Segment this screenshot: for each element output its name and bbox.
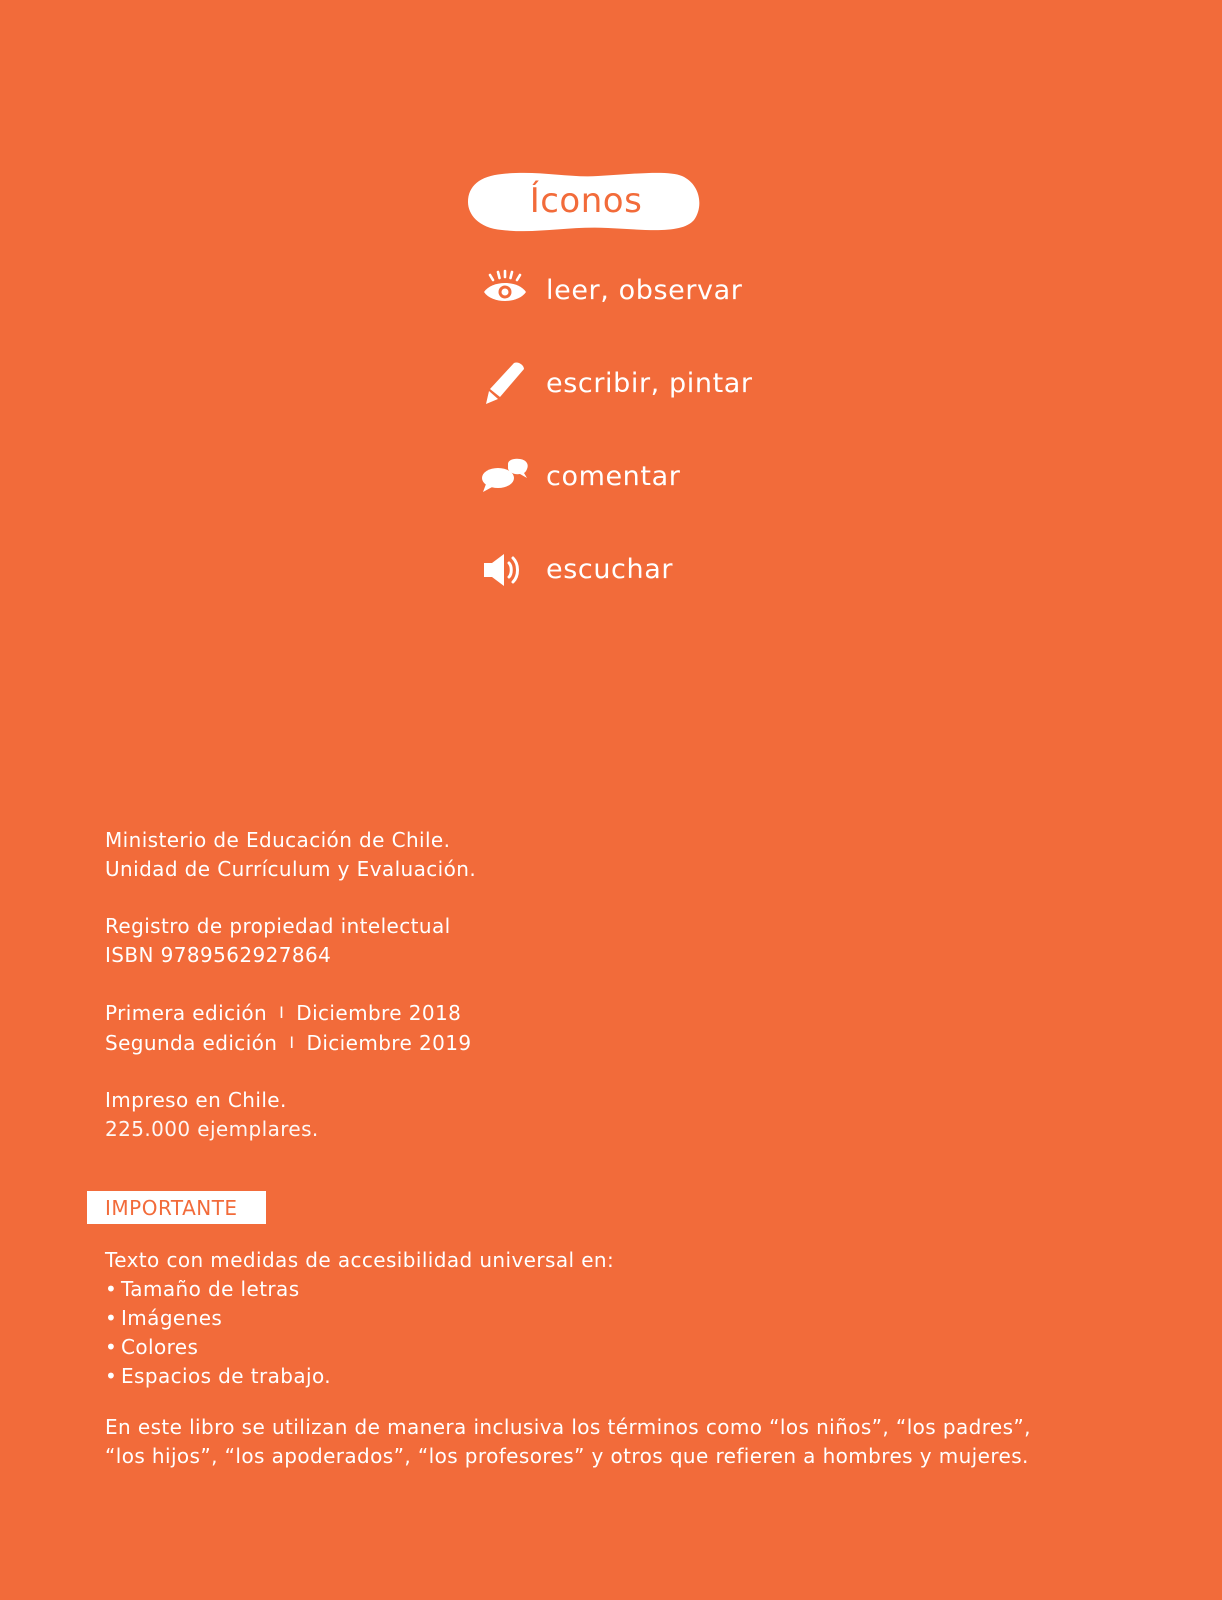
bullet: • <box>105 1335 118 1359</box>
pencil-icon <box>480 359 530 409</box>
edition-separator: I <box>279 1003 285 1022</box>
list-item-text: Espacios de trabajo. <box>121 1364 332 1388</box>
credits-unit: Unidad de Currículum y Evaluación. <box>105 857 477 881</box>
credits-printed: Impreso en Chile. <box>105 1088 287 1112</box>
speech-bubbles-icon <box>480 452 530 502</box>
list-item-text: Colores <box>121 1335 199 1359</box>
first-edition-label: Primera edición <box>105 1001 268 1025</box>
legend-label-write: escribir, pintar <box>546 368 753 399</box>
icons-title-pill <box>468 170 704 234</box>
credits-block <box>105 826 1005 1144</box>
second-edition-label: Segunda edición <box>105 1031 278 1055</box>
credits-second-edition <box>105 1028 1005 1058</box>
list-item <box>105 1304 1115 1333</box>
legend-item-listen <box>480 545 840 595</box>
speaker-icon <box>480 545 530 595</box>
first-edition-date: Diciembre 2018 <box>296 1001 462 1025</box>
inclusive-language-note <box>105 1413 1145 1471</box>
legend-label-read: leer, observar <box>546 275 743 306</box>
credits-ministry: Ministerio de Educación de Chile. <box>105 828 451 852</box>
accessibility-list <box>105 1246 1115 1391</box>
credits-registry: Registro de propiedad intelectual <box>105 914 451 938</box>
list-item-text: Imágenes <box>121 1306 223 1330</box>
edition-separator: I <box>289 1033 295 1052</box>
note-line-2: “los hijos”, “los apoderados”, “los profesores” y otros que refieren a hombres y mujeres. <box>105 1444 1029 1468</box>
legend-label-comment: comentar <box>546 461 681 492</box>
credits-first-edition <box>105 998 1005 1028</box>
list-item-text: Tamaño de letras <box>121 1277 300 1301</box>
legend-label-listen: escuchar <box>546 554 674 585</box>
list-item <box>105 1275 1115 1304</box>
list-item <box>105 1362 1115 1391</box>
second-edition-date: Diciembre 2019 <box>306 1031 472 1055</box>
bullet: • <box>105 1277 118 1301</box>
legend-item-write <box>480 359 840 409</box>
eye-icon <box>480 266 530 316</box>
list-item <box>105 1333 1115 1362</box>
bullet: • <box>105 1306 118 1330</box>
credits-copies: 225.000 ejemplares. <box>105 1117 319 1141</box>
credits-isbn: ISBN 9789562927864 <box>105 943 332 967</box>
accessibility-intro: Texto con medidas de accesibilidad universal en: <box>105 1248 615 1272</box>
important-badge-label: IMPORTANTE <box>105 1196 238 1220</box>
legend-item-comment <box>480 452 840 502</box>
important-badge <box>87 1191 266 1224</box>
icons-title: Íconos <box>529 181 643 221</box>
legend-item-read <box>480 266 840 316</box>
note-line-1: En este libro se utilizan de manera inclusiva los términos como “los niños”, “los padres”, <box>105 1415 1031 1439</box>
bullet: • <box>105 1364 118 1388</box>
